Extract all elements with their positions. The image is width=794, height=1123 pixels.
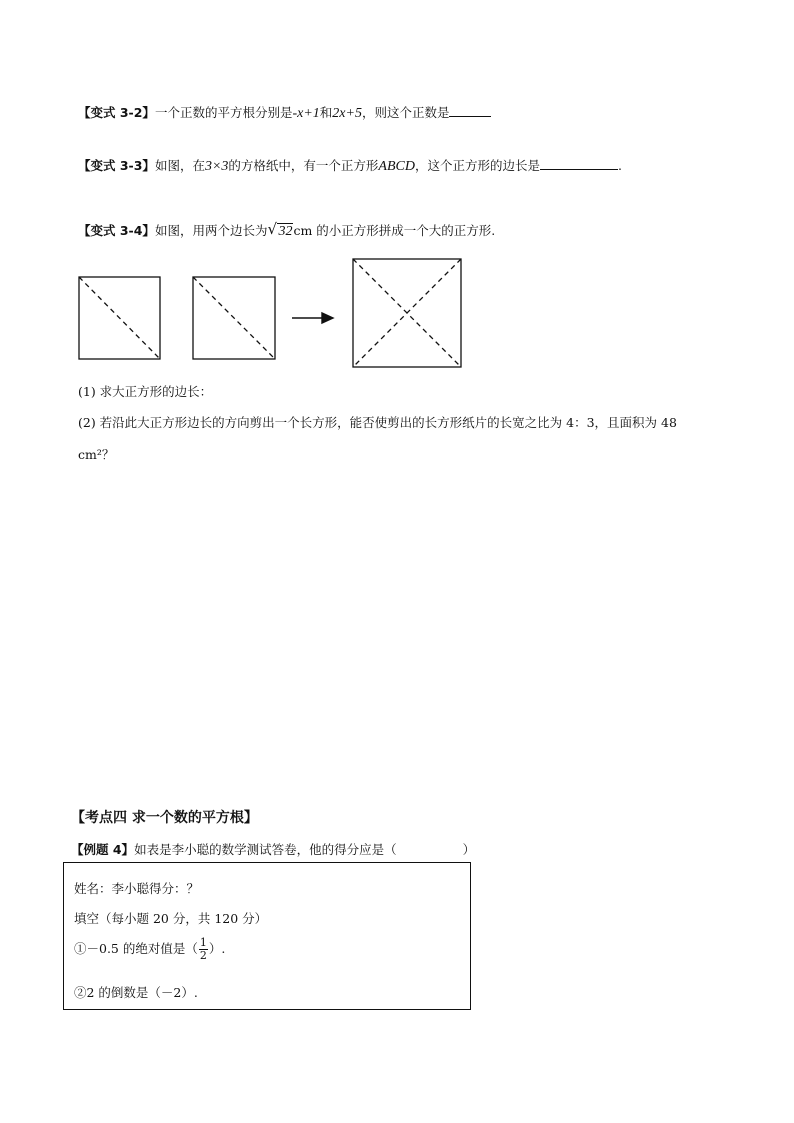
variant-3-3-text-a: 如图，在	[154, 158, 205, 173]
expr-neg-x-plus-1: -x+1	[292, 106, 320, 121]
small-square-1	[79, 277, 160, 359]
radicand: 32	[278, 224, 293, 239]
answer-sheet-name-line: 姓名：李小聪得分：？	[74, 881, 200, 896]
variant-3-3-text-c: ，这个正方形的边长是	[414, 158, 540, 173]
question-1: (1) 求大正方形的边长：	[78, 384, 213, 399]
variant-3-2-tag: 【变式 3-2】	[78, 105, 155, 120]
variant-3-2-text-b: 和	[319, 105, 333, 120]
question-2: (2) 若沿此大正方形边长的方向剪出一个长方形，能否使剪出的长方形纸片的长宽之比为 4：3，且面积为 48	[78, 415, 677, 430]
variant-3-2-text-c: ，则这个正数是	[361, 105, 450, 120]
variant-3-4-tag: 【变式 3-4】	[78, 223, 155, 238]
item-1-text: ①－0.5 的绝对值是（	[74, 941, 198, 956]
small-square-2	[193, 277, 275, 359]
variant-3-4-text-a: 如图，用两个边长为	[154, 223, 268, 238]
example-4-tag: 【例题 4】	[71, 842, 135, 857]
arrow-right-icon	[292, 313, 333, 323]
variant-3-3-tag: 【变式 3-3】	[78, 158, 155, 173]
answer-sheet-item-2: ②2 的倒数是（－2）.	[74, 985, 198, 1000]
expr-2x-plus-5: 2x+5	[332, 106, 362, 121]
square-abcd-label: ABCD	[378, 159, 415, 174]
grid-size: 3×3	[204, 159, 229, 174]
answer-sheet-item-1	[74, 937, 225, 962]
section-4-heading: 【考点四 求一个数的平方根】	[71, 810, 258, 826]
item-1-close: ）.	[208, 941, 226, 956]
fraction-one-half	[199, 937, 208, 962]
example-4	[71, 842, 475, 858]
large-square	[353, 259, 461, 367]
variant-3-2-text-a: 一个正数的平方根分别是	[154, 105, 293, 120]
example-4-text: 如表是李小聪的数学测试答卷，他的得分应是（	[134, 842, 397, 857]
radical-sign-icon: √	[267, 220, 278, 238]
question-2-unit: cm²？	[78, 447, 115, 462]
fraction-numerator: 1	[199, 936, 207, 949]
period: .	[618, 158, 622, 173]
variant-3-4-text-b: cm 的小正方形拼成一个大的正方形.	[293, 223, 496, 238]
answer-sheet-instruction: 填空（每小题 20 分，共 120 分）	[74, 911, 268, 926]
variant-3-3-text-b: 的方格纸中，有一个正方形	[228, 158, 379, 173]
fraction-denominator: 2	[199, 949, 207, 962]
example-4-close: ）	[462, 842, 476, 857]
answer-sheet-box	[63, 862, 471, 1010]
